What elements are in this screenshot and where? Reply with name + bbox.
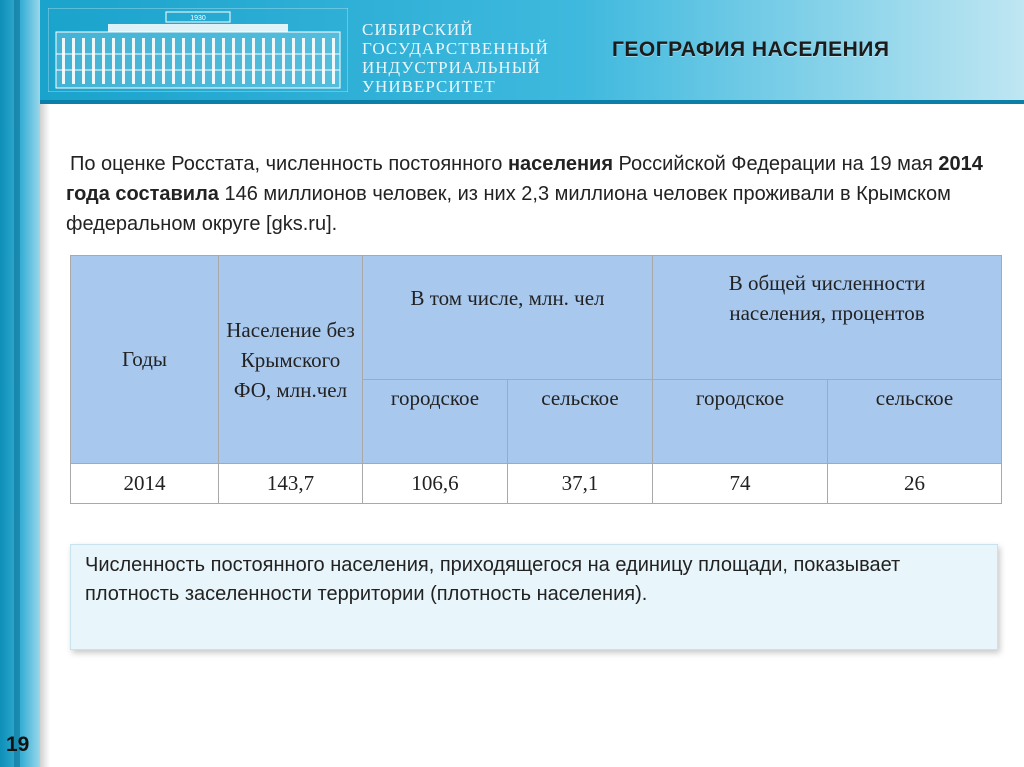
page-number: 19 — [6, 733, 30, 756]
cell-population: 143,7 — [219, 464, 363, 504]
info-box — [70, 544, 998, 650]
left-accent-stripe — [14, 0, 20, 767]
intro-text-3: 146 миллионов человек, из них 2,3 миллиона человек проживали в Крымском федеральном округе [gks.ru]. — [66, 183, 951, 235]
header-years: Годы — [71, 256, 219, 464]
population-table — [70, 255, 1002, 504]
header-group-mln: В том числе, млн. чел — [363, 256, 653, 380]
university-name-line-4: УНИВЕРСИТЕТ — [362, 77, 496, 96]
header-group-percent: В общей численности населения, процентов — [653, 256, 1002, 380]
header-population: Население без Крымского ФО, млн.чел — [219, 256, 363, 464]
header-divider — [40, 100, 1024, 104]
university-name-line-1: СИБИРСКИЙ — [362, 20, 474, 39]
subheader-urban-pct: городское — [653, 380, 828, 464]
university-name — [362, 20, 549, 96]
table-row — [71, 464, 1002, 504]
subheader-rural-mln: сельское — [508, 380, 653, 464]
university-name-line-3: ИНДУСТРИАЛЬНЫЙ — [362, 58, 541, 77]
subheader-urban-mln: городское — [363, 380, 508, 464]
logo-sign: 1930 — [190, 15, 206, 22]
info-text: Численность постоянного населения, приходящегося на единицу площади, показывает плотность заселенности территории (плотность населения). — [85, 554, 901, 605]
intro-paragraph — [66, 149, 986, 239]
cell-rural-pct: 26 — [828, 464, 1002, 504]
cell-urban-mln: 106,6 — [363, 464, 508, 504]
university-name-line-2: ГОСУДАРСТВЕННЫЙ — [362, 39, 549, 58]
intro-bold-2: 2014 года составила — [66, 153, 983, 205]
intro-bold-1: населения — [507, 153, 613, 175]
cell-year: 2014 — [71, 464, 219, 504]
cell-urban-pct: 74 — [653, 464, 828, 504]
left-shadow — [40, 100, 50, 767]
intro-text-1: По оценке Росстата, численность постоянного — [70, 153, 508, 175]
left-accent-bar — [0, 0, 40, 767]
slide-title: ГЕОГРАФИЯ НАСЕЛЕНИЯ — [612, 38, 890, 61]
university-logo — [48, 8, 348, 92]
subheader-rural-pct: сельское — [828, 380, 1002, 464]
intro-text-2: Российской Федерации на 19 мая — [613, 153, 939, 175]
cell-rural-mln: 37,1 — [508, 464, 653, 504]
